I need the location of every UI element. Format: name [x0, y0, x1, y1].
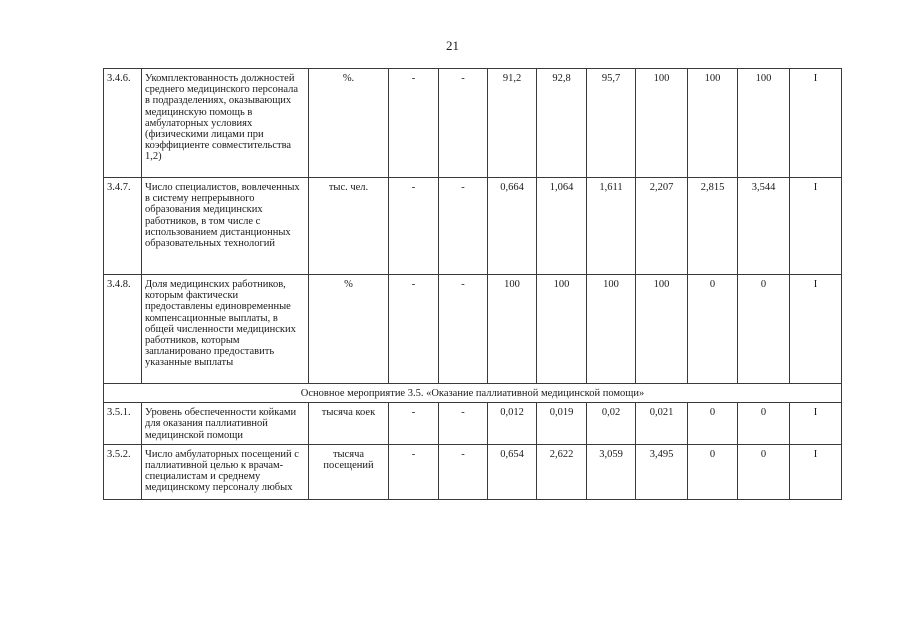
- table-row: [104, 403, 842, 445]
- row-number: 3.4.7.: [104, 178, 142, 275]
- value-cell: 95,7: [587, 69, 636, 178]
- type-cell: I: [790, 444, 842, 499]
- page-number: 21: [446, 38, 459, 53]
- value-cell: 1,611: [587, 178, 636, 275]
- value-cell: 0: [738, 444, 790, 499]
- value-cell: -: [439, 444, 488, 499]
- value-cell: 100: [636, 275, 688, 384]
- value-cell: 100: [636, 69, 688, 178]
- unit-cell: %: [309, 275, 389, 384]
- indicator-name: Число амбулаторных посещений с паллиативной целью к врачам-специалистам и среднему медицинскому персоналу любых: [142, 444, 309, 499]
- type-cell: I: [790, 69, 842, 178]
- value-cell: 0: [738, 275, 790, 384]
- value-cell: 2,815: [688, 178, 738, 275]
- value-cell: -: [389, 178, 439, 275]
- value-cell: 100: [587, 275, 636, 384]
- unit-cell: тысяча коек: [309, 403, 389, 445]
- table-row: [104, 275, 842, 384]
- value-cell: 1,064: [537, 178, 587, 275]
- value-cell: -: [439, 178, 488, 275]
- type-cell: I: [790, 403, 842, 445]
- indicator-name: Укомплектованность должностей среднего медицинского персонала в подразделениях, оказывающих медицинскую помощь в амбулаторных условиях (физическими лицами при коэффициенте совместительства 1,2): [142, 69, 309, 178]
- row-number: 3.4.6.: [104, 69, 142, 178]
- value-cell: 100: [738, 69, 790, 178]
- value-cell: 0,02: [587, 403, 636, 445]
- value-cell: 0: [688, 275, 738, 384]
- unit-cell: тыс. чел.: [309, 178, 389, 275]
- value-cell: 0,021: [636, 403, 688, 445]
- indicator-table: [103, 68, 842, 500]
- indicator-name: Уровень обеспеченности койками для оказания паллиативной медицинской помощи: [142, 403, 309, 445]
- value-cell: 100: [537, 275, 587, 384]
- value-cell: -: [439, 275, 488, 384]
- unit-cell: %.: [309, 69, 389, 178]
- value-cell: 2,622: [537, 444, 587, 499]
- table-row: [104, 178, 842, 275]
- value-cell: 0,664: [488, 178, 537, 275]
- row-number: 3.5.2.: [104, 444, 142, 499]
- value-cell: -: [389, 275, 439, 384]
- value-cell: 91,2: [488, 69, 537, 178]
- type-cell: I: [790, 178, 842, 275]
- value-cell: 3,495: [636, 444, 688, 499]
- value-cell: -: [439, 69, 488, 178]
- value-cell: 0,012: [488, 403, 537, 445]
- type-cell: I: [790, 275, 842, 384]
- value-cell: 0,654: [488, 444, 537, 499]
- value-cell: 100: [488, 275, 537, 384]
- section-row: [104, 384, 842, 403]
- value-cell: 2,207: [636, 178, 688, 275]
- table-row: [104, 444, 842, 499]
- value-cell: 3,059: [587, 444, 636, 499]
- table-row: [104, 69, 842, 178]
- section-title: Основное мероприятие 3.5. «Оказание паллиативной медицинской помощи»: [104, 384, 842, 403]
- value-cell: 0: [688, 403, 738, 445]
- value-cell: -: [389, 69, 439, 178]
- indicator-name: Число специалистов, вовлеченных в систему непрерывного образования медицинских работников, в том числе с использованием дистанционных образовательных технологий: [142, 178, 309, 275]
- value-cell: 0: [688, 444, 738, 499]
- value-cell: 0: [738, 403, 790, 445]
- row-number: 3.4.8.: [104, 275, 142, 384]
- value-cell: -: [389, 444, 439, 499]
- value-cell: -: [389, 403, 439, 445]
- value-cell: -: [439, 403, 488, 445]
- value-cell: 100: [688, 69, 738, 178]
- value-cell: 3,544: [738, 178, 790, 275]
- unit-cell: тысяча посещений: [309, 444, 389, 499]
- indicator-name: Доля медицинских работников, которым фактически предоставлены единовременные компенсационные выплаты, в общей численности медицинских работников, которым запланировано предоставить указанные выплаты: [142, 275, 309, 384]
- value-cell: 92,8: [537, 69, 587, 178]
- row-number: 3.5.1.: [104, 403, 142, 445]
- value-cell: 0,019: [537, 403, 587, 445]
